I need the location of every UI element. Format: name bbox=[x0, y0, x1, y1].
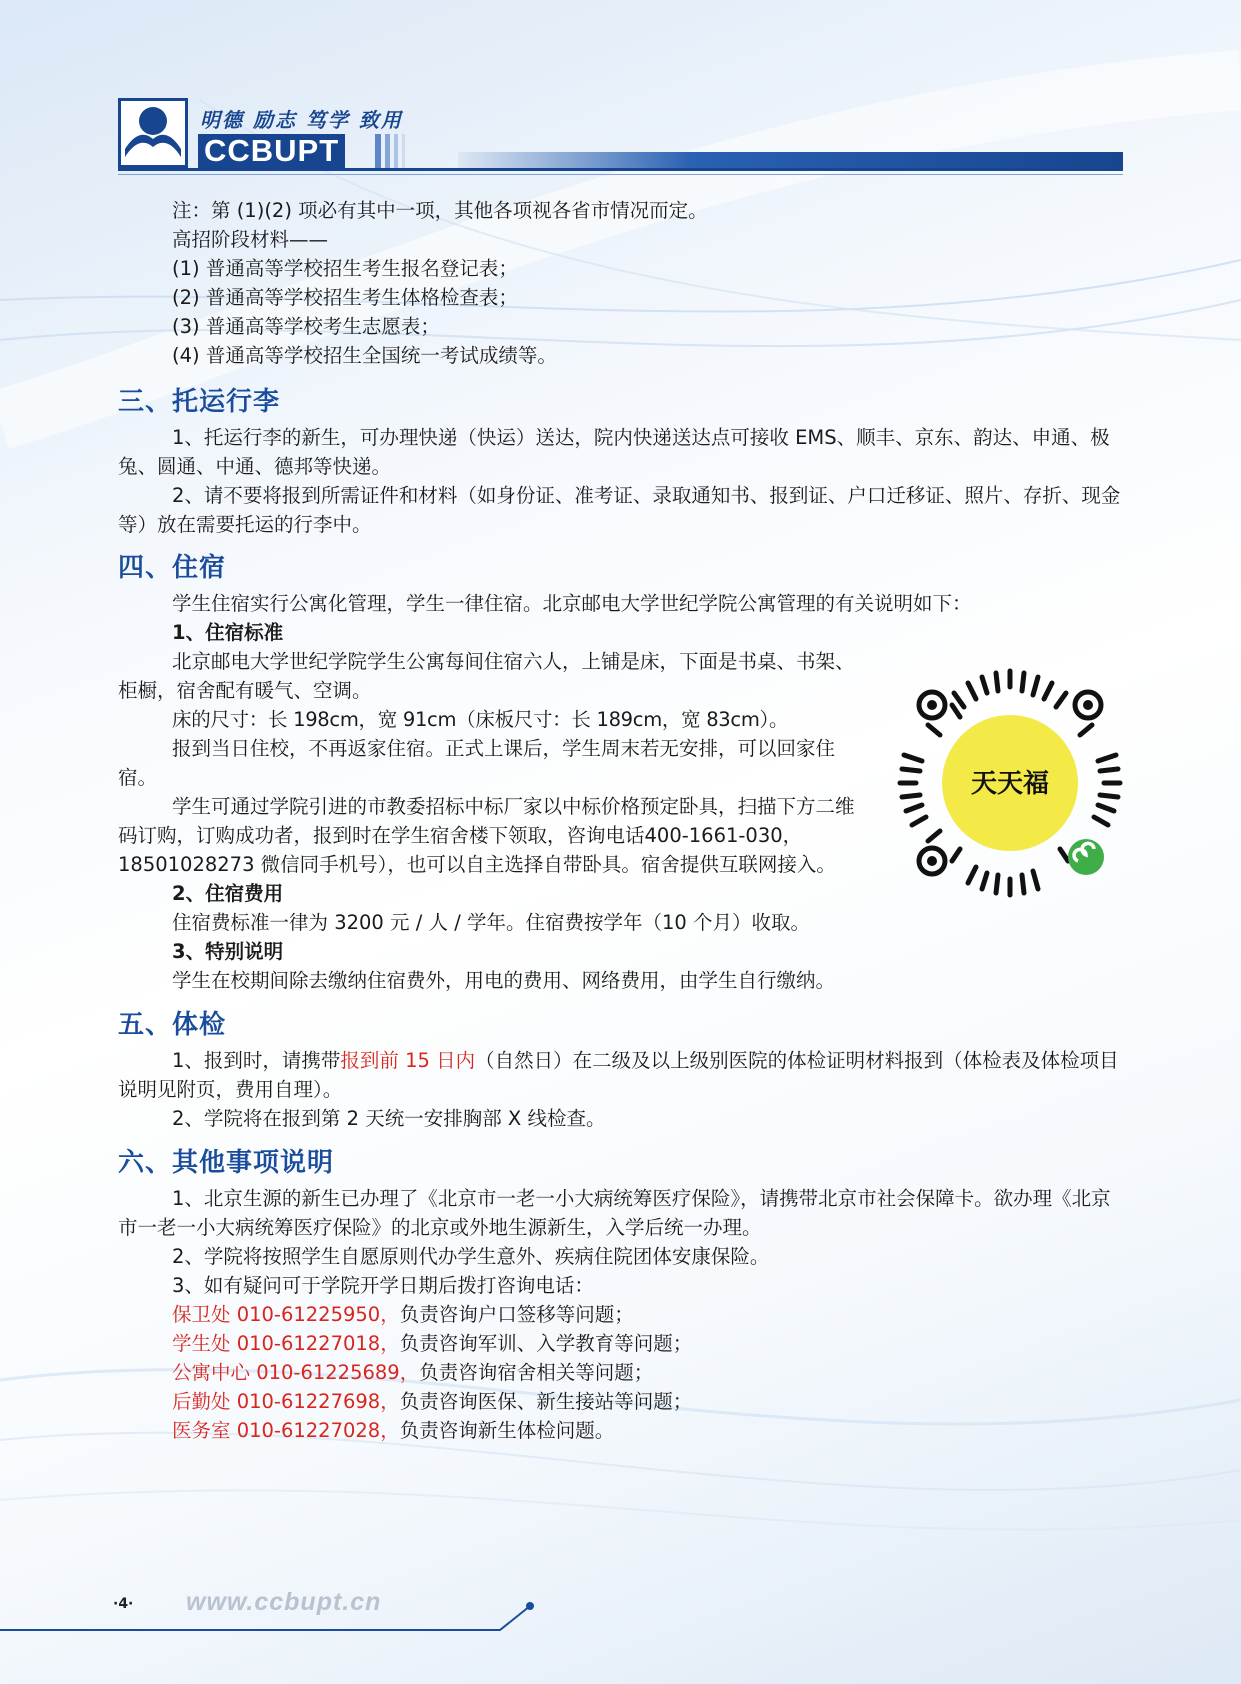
contact-desc: 负责咨询医保、新生接站等问题； bbox=[399, 1390, 693, 1413]
brand-name: CCBUPT bbox=[198, 134, 345, 168]
material-item: (3) 普通高等学校考生志愿表； bbox=[172, 315, 440, 338]
section-title-other: 六、其他事项说明 bbox=[118, 1148, 335, 1178]
section-title-health-check: 五、体检 bbox=[118, 1010, 227, 1040]
contact-line bbox=[118, 1387, 1123, 1416]
text-span: （自然日）在二级及以上级别医院的体检证明材料报到（体检表及体检项目说明见附页，费用自理）。 bbox=[118, 1049, 1119, 1101]
material-item: (2) 普通高等学校招生考生体格检查表； bbox=[172, 286, 518, 309]
contact-line bbox=[118, 1358, 1123, 1387]
paragraph: 住宿费标准一律为 3200 元 / 人 / 学年。住宿费按学年（10 个月）收取。 bbox=[172, 911, 810, 934]
material-item: (1) 普通高等学校招生考生报名登记表； bbox=[172, 257, 518, 280]
paragraph: 2、学院将在报到第 2 天统一安排胸部 X 线检查。 bbox=[172, 1107, 606, 1130]
paragraph: 2、学院将按照学生自愿原则代办学生意外、疾病住院团体安康保险。 bbox=[172, 1245, 770, 1268]
contact-dept: 后勤处 010-61227698， bbox=[172, 1390, 400, 1413]
note-text: 注：第 (1)(2) 项必有其中一项，其他各项视各省市情况而定。 bbox=[172, 199, 708, 222]
contact-line bbox=[118, 1329, 1123, 1358]
contact-dept: 保卫处 010-61225950， bbox=[172, 1303, 400, 1326]
brand-bars-icon bbox=[373, 134, 407, 168]
paragraph bbox=[118, 1046, 1123, 1104]
website-link[interactable]: www.ccbupt.cn bbox=[186, 1588, 382, 1616]
contact-desc: 负责咨询新生体检问题。 bbox=[399, 1419, 615, 1442]
qr-code-icon bbox=[892, 665, 1128, 901]
page-number: ·4· bbox=[113, 1596, 134, 1612]
section-title-accommodation: 四、住宿 bbox=[118, 553, 227, 583]
text-span: 1、报到时，请携带 bbox=[172, 1049, 341, 1072]
qr-label: 天天福 bbox=[970, 769, 1050, 799]
contact-line bbox=[118, 1300, 1123, 1329]
subheading: 1、住宿标准 bbox=[172, 621, 284, 644]
paragraph: 报到当日住校，不再返家住宿。正式上课后，学生周末若无安排，可以回家住宿。 bbox=[118, 737, 836, 789]
paragraph: 2、请不要将报到所需证件和材料（如身份证、准考证、录取通知书、报到证、户口迁移证、照片、存折、现金等）放在需要托运的行李中。 bbox=[118, 484, 1121, 536]
contact-line bbox=[118, 1416, 1123, 1445]
page-content bbox=[118, 196, 1123, 1445]
contact-dept: 公寓中心 010-61225689， bbox=[172, 1361, 420, 1384]
paragraph: 3、如有疑问可于学院开学日期后拨打咨询电话： bbox=[172, 1274, 594, 1297]
contact-desc: 负责咨询户口签移等问题； bbox=[399, 1303, 634, 1326]
stage-title: 高招阶段材料—— bbox=[172, 228, 329, 251]
college-logo bbox=[118, 98, 188, 168]
paragraph: 床的尺寸：长 198cm，宽 91cm（床板尺寸：长 189cm，宽 83cm）。 bbox=[172, 708, 789, 731]
paragraph: 学生可通过学院引进的市教委招标中标厂家以中标价格预定卧具，扫描下方二维码订购，订购成功者，报到时在学生宿舍楼下领取，咨询电话400-1661-030，18501028273 微信同手机号），也可以自主选择自带卧具。宿舍提供互联网接入。 bbox=[118, 795, 855, 876]
logo-emblem-icon bbox=[121, 101, 185, 165]
section-title-luggage: 三、托运行李 bbox=[118, 387, 281, 417]
paragraph: 学生在校期间除去缴纳住宿费外，用电的费用、网络费用，由学生自行缴纳。 bbox=[172, 969, 836, 992]
paragraph: 1、北京生源的新生已办理了《北京市一老一小大病统筹医疗保险》，请携带北京市社会保障卡。欲办理《北京市一老一小大病统筹医疗保险》的北京或外地生源新生，入学后统一办理。 bbox=[118, 1187, 1111, 1239]
paragraph: 北京邮电大学世纪学院学生公寓每间住宿六人，上铺是床，下面是书桌、书架、柜橱，宿舍配有暖气、空调。 bbox=[118, 650, 855, 702]
subheading: 2、住宿费用 bbox=[172, 882, 284, 905]
header-rule bbox=[118, 168, 1123, 171]
paragraph: 学生住宿实行公寓化管理，学生一律住宿。北京邮电大学世纪学院公寓管理的有关说明如下： bbox=[172, 592, 972, 615]
material-item: (4) 普通高等学校招生全国统一考试成绩等。 bbox=[172, 344, 557, 367]
contact-desc: 负责咨询军训、入学教育等问题； bbox=[399, 1332, 693, 1355]
contact-desc: 负责咨询宿舍相关等问题； bbox=[419, 1361, 654, 1384]
footer-line bbox=[0, 1600, 560, 1640]
contact-dept: 医务室 010-61227028， bbox=[172, 1419, 400, 1442]
paragraph: 1、托运行李的新生，可办理快递（快运）送达，院内快递送达点可接收 EMS、顺丰、京东、韵达、申通、极兔、圆通、中通、德邦等快递。 bbox=[118, 426, 1110, 478]
contact-dept: 学生处 010-61227018， bbox=[172, 1332, 400, 1355]
header-bar bbox=[458, 152, 1123, 168]
header-rule-thin bbox=[118, 174, 1123, 175]
bedding-qr-code[interactable] bbox=[892, 665, 1128, 901]
subheading: 3、特别说明 bbox=[172, 940, 284, 963]
college-motto: 明德 励志 笃学 致用 bbox=[200, 108, 403, 132]
highlight-deadline: 报到前 15 日内 bbox=[340, 1049, 476, 1072]
qr-row bbox=[118, 647, 1123, 879]
